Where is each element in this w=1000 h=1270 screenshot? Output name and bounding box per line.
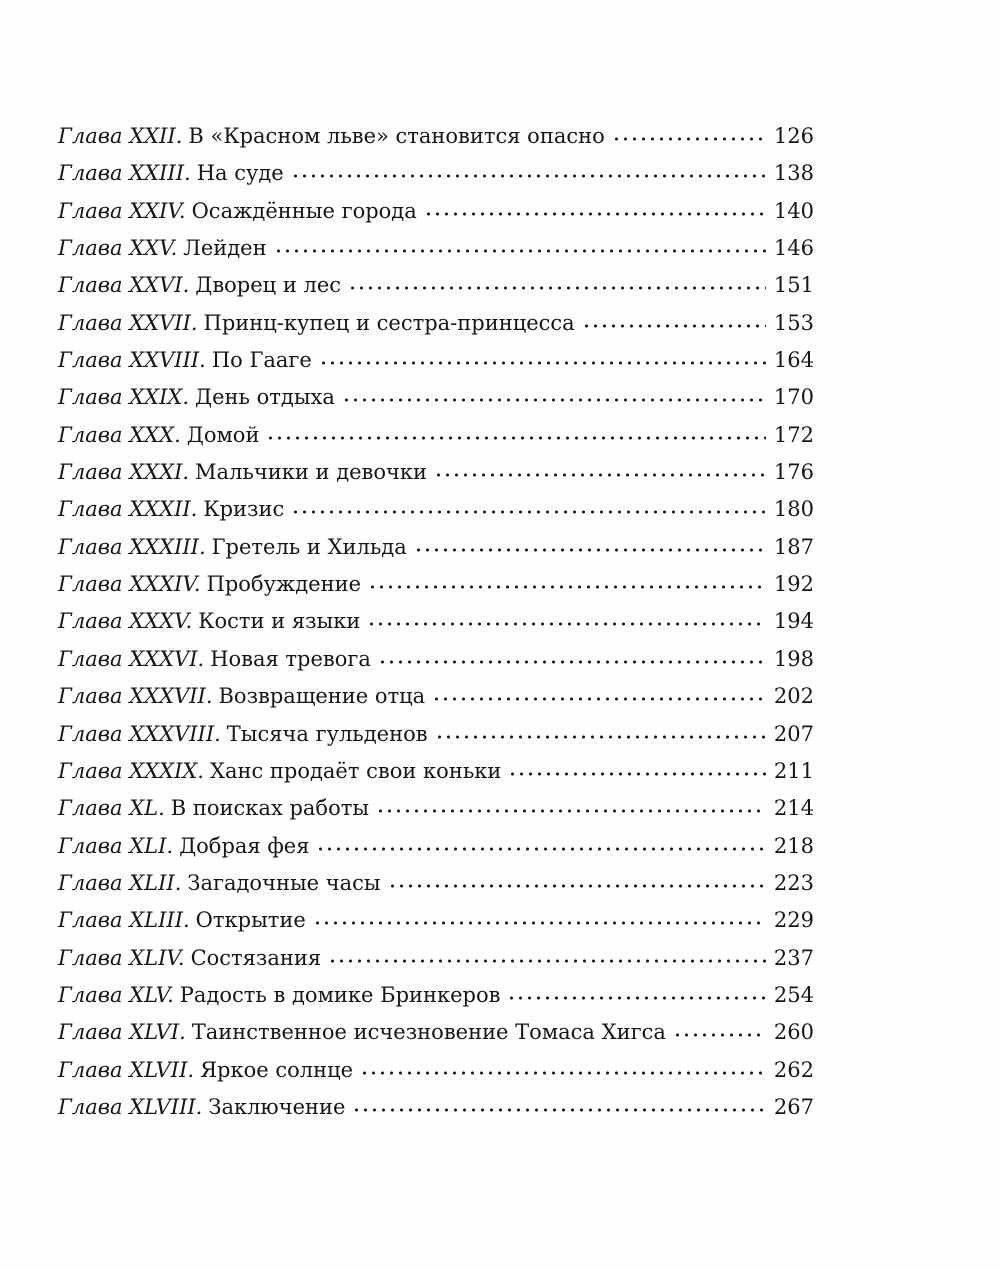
chapter-title: Гретель и Хильда — [211, 534, 407, 559]
toc-entry — [58, 193, 814, 230]
chapter-label: Глава XXXV. — [58, 609, 193, 634]
dot-leader — [319, 344, 766, 365]
dot-leader — [612, 120, 766, 141]
dot-leader — [367, 605, 766, 626]
toc-entry — [58, 529, 814, 566]
chapter-label: Глава XXV. — [58, 236, 178, 261]
dot-leader — [352, 1091, 765, 1112]
chapter-title: День отдыха — [195, 385, 335, 410]
toc-entry — [58, 454, 814, 491]
dot-leader — [274, 232, 766, 253]
page-number: 223 — [773, 870, 814, 895]
dot-leader — [316, 830, 765, 851]
chapter-title: Новая тревога — [210, 646, 371, 671]
dot-leader — [313, 904, 766, 925]
page-number: 229 — [773, 908, 814, 933]
toc-entry — [58, 678, 814, 715]
dot-leader — [414, 531, 766, 552]
dot-leader — [291, 493, 766, 514]
toc-entry — [58, 790, 814, 827]
toc-entry — [58, 1089, 814, 1126]
toc-entry — [58, 118, 814, 155]
toc-entry — [58, 267, 814, 304]
toc-entry — [58, 865, 814, 902]
page-number: 170 — [773, 385, 814, 410]
toc-entry — [58, 902, 814, 939]
chapter-label: Глава XLVI. — [58, 1020, 186, 1045]
chapter-label: Глава XXXIV. — [58, 572, 201, 597]
page-number: 211 — [773, 758, 814, 783]
chapter-label: Глава XLVII. — [58, 1057, 195, 1082]
chapter-title: Пробуждение — [206, 572, 362, 597]
table-of-contents — [58, 118, 814, 1126]
chapter-title: В поисках работы — [170, 796, 370, 821]
chapter-label: Глава XXIII. — [58, 161, 191, 186]
chapter-label: Глава XXXVI. — [58, 646, 205, 671]
chapter-title: Открытие — [195, 908, 306, 933]
dot-leader — [507, 979, 765, 1000]
dot-leader — [424, 195, 766, 216]
dot-leader — [376, 792, 766, 813]
toc-entry — [58, 1052, 814, 1089]
dot-leader — [368, 568, 766, 589]
chapter-title: Радость в домике Бринкеров — [179, 982, 501, 1007]
toc-entry — [58, 230, 814, 267]
chapter-label: Глава XXVI. — [58, 273, 190, 298]
page-number: 192 — [773, 572, 814, 597]
toc-entry — [58, 379, 814, 416]
chapter-title: Таинственное исчезновение Томаса Хигса — [191, 1020, 666, 1045]
chapter-label: Глава XLII. — [58, 870, 182, 895]
dot-leader — [348, 269, 766, 290]
chapter-title: Состязания — [190, 945, 322, 970]
toc-entry — [58, 977, 814, 1014]
toc-entry — [58, 155, 814, 192]
toc-entry — [58, 491, 814, 528]
chapter-label: Глава XXIX. — [58, 385, 190, 410]
chapter-label: Глава XXXIX. — [58, 758, 204, 783]
dot-leader — [508, 755, 766, 776]
page-number: 176 — [773, 460, 814, 485]
chapter-title: Яркое солнце — [200, 1057, 354, 1082]
dot-leader — [388, 867, 766, 888]
toc-entry — [58, 828, 814, 865]
dot-leader — [360, 1054, 766, 1075]
chapter-title: Загадочные часы — [187, 870, 381, 895]
page-number: 138 — [773, 161, 814, 186]
chapter-title: Принц-купец и сестра-принцесса — [203, 310, 575, 335]
toc-entry — [58, 641, 814, 678]
page-number: 180 — [773, 497, 814, 522]
dot-leader — [328, 942, 766, 963]
chapter-title: Кризис — [203, 497, 285, 522]
page-number: 237 — [773, 945, 814, 970]
page-number: 172 — [773, 422, 814, 447]
chapter-label: Глава XL. — [58, 796, 165, 821]
page-number: 151 — [773, 273, 814, 298]
page-number: 198 — [773, 646, 814, 671]
chapter-label: Глава XXXII. — [58, 497, 198, 522]
page-number: 202 — [773, 684, 814, 709]
chapter-label: Глава XXVIII. — [58, 348, 206, 373]
chapter-title: На суде — [196, 161, 284, 186]
chapter-title: По Гааге — [211, 348, 312, 373]
chapter-label: Глава XXXI. — [58, 460, 190, 485]
toc-entry — [58, 753, 814, 790]
toc-entry — [58, 940, 814, 977]
toc-entry — [58, 1014, 814, 1051]
toc-entry — [58, 342, 814, 379]
page-number: 187 — [773, 534, 814, 559]
chapter-label: Глава XXII. — [58, 124, 183, 148]
page-number: 218 — [773, 833, 814, 858]
toc-entry — [58, 566, 814, 603]
chapter-title: Тысяча гульденов — [226, 721, 428, 746]
page-number: 207 — [773, 721, 814, 746]
dot-leader — [673, 1016, 766, 1037]
dot-leader — [342, 381, 766, 402]
chapter-title: Кости и языки — [198, 609, 361, 634]
chapter-title: В «Красном льве» становится опасно — [188, 124, 605, 148]
dot-leader — [435, 718, 766, 739]
chapter-label: Глава XLVIII. — [58, 1094, 203, 1119]
chapter-label: Глава XXXIII. — [58, 534, 206, 559]
chapter-label: Глава XXXVII. — [58, 684, 213, 709]
chapter-title: Лейден — [183, 236, 267, 261]
chapter-title: Мальчики и девочки — [195, 460, 428, 485]
page-number: 146 — [773, 236, 814, 261]
page-number: 260 — [773, 1020, 814, 1045]
chapter-label: Глава XLI. — [58, 833, 174, 858]
chapter-title: Заключение — [208, 1094, 346, 1119]
chapter-label: Глава XLIII. — [58, 908, 190, 933]
dot-leader — [434, 456, 766, 477]
chapter-label: Глава XLV. — [58, 982, 174, 1007]
chapter-label: Глава XXVII. — [58, 310, 198, 335]
page-number: 153 — [773, 310, 814, 335]
dot-leader — [378, 643, 766, 664]
chapter-title: Дворец и лес — [195, 273, 342, 298]
page-number: 126 — [773, 124, 814, 148]
page-number: 254 — [773, 982, 814, 1007]
dot-leader — [582, 307, 766, 328]
dot-leader — [291, 157, 766, 178]
chapter-title: Возвращение отца — [218, 684, 426, 709]
chapter-label: Глава XLIV. — [58, 945, 185, 970]
chapter-label: Глава XXX. — [58, 422, 181, 447]
toc-entry — [58, 603, 814, 640]
toc-entry — [58, 417, 814, 454]
page-number: 262 — [773, 1057, 814, 1082]
chapter-title: Добрая фея — [179, 833, 310, 858]
toc-entry — [58, 716, 814, 753]
dot-leader — [266, 419, 765, 440]
page-number: 140 — [773, 198, 814, 223]
toc-entry — [58, 305, 814, 342]
page-number: 267 — [773, 1094, 814, 1119]
chapter-title: Осаждённые города — [191, 198, 417, 223]
page-number: 194 — [773, 609, 814, 634]
chapter-title: Ханс продаёт свои коньки — [210, 758, 502, 783]
chapter-label: Глава XXIV. — [58, 198, 186, 223]
dot-leader — [432, 680, 766, 701]
chapter-label: Глава XXXVIII. — [58, 721, 221, 746]
chapter-title: Домой — [186, 422, 260, 447]
page-number: 164 — [773, 348, 814, 373]
page-number: 214 — [773, 796, 814, 821]
